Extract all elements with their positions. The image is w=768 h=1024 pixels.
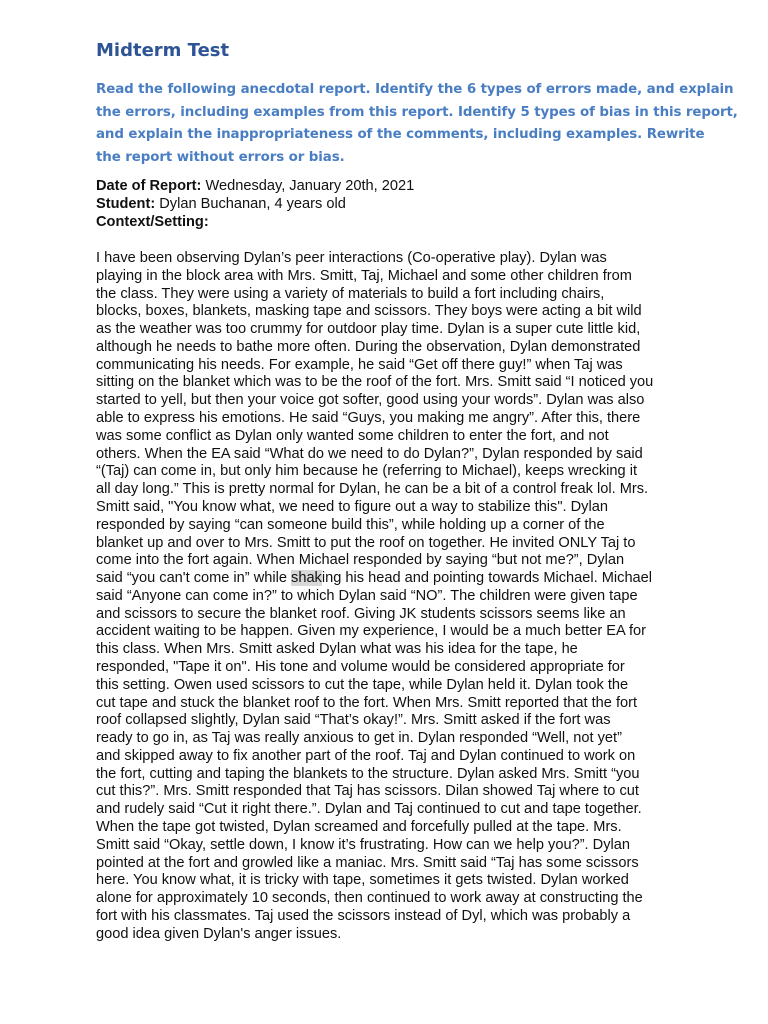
report-line: here. You know what, it is tricky with tape, sometimes it gets twisted. Dylan worked bbox=[96, 872, 629, 889]
report-line: come into the fort again. When Michael responded by saying “but not me?”, Dylan bbox=[96, 552, 625, 569]
report-line-segment: ing his head and pointing towards Michael. Michael bbox=[321, 570, 653, 587]
report-line: this setting. Owen used scissors to cut the tape, while Dylan held it. Dylan took the bbox=[96, 676, 629, 693]
report-metadata bbox=[96, 178, 414, 231]
instructions-line: and explain the inappropriateness of the comments, including examples. Rewrite bbox=[96, 127, 705, 142]
report-line: fort with his classmates. Taj used the scissors instead of Dyl, which was probably a bbox=[96, 907, 631, 924]
report-line-highlighted bbox=[96, 570, 676, 588]
report-line: responded by saying “can someone build this”, while holding up a corner of the bbox=[96, 516, 605, 533]
report-line: communicating his needs. For example, he said “Get off there guy!” when Taj was bbox=[96, 356, 623, 373]
report-line: blocks, boxes, blankets, masking tape and scissors. They boys were acting a bit wild bbox=[96, 303, 642, 320]
report-line: ready to go in, as Taj was really anxious to get in. Dylan responded “Well, not yet” bbox=[96, 730, 622, 747]
report-line: alone for approximately 10 seconds, then continued to work away at constructing the bbox=[96, 890, 643, 907]
report-date-label: Date of Report: bbox=[96, 178, 202, 194]
report-line: and scissors to secure the blanket roof. Giving JK students scissors seems like an bbox=[96, 605, 626, 622]
context-row bbox=[96, 214, 414, 232]
report-line: Smitt said, "You know what, we need to figure out a way to stabilize this". Dylan bbox=[96, 498, 608, 515]
instructions-line: the report without errors or bias. bbox=[96, 149, 345, 165]
report-line: I have been observing Dylan’s peer interactions (Co-operative play). Dylan was bbox=[96, 250, 607, 266]
report-line: although he needs to bathe more often. During the observation, Dylan demonstrated bbox=[96, 338, 641, 355]
report-line: this class. When Mrs. Smitt asked Dylan what was his idea for the tape, he bbox=[96, 641, 578, 658]
instructions-line: the errors, including examples from this report. Identify 5 types of bias in this report, bbox=[96, 104, 738, 120]
text-selection-highlight: shak bbox=[291, 570, 322, 587]
report-line: others. When the EA said “What do we need to do Dylan?”, Dylan responded by said bbox=[96, 445, 643, 462]
page-title: Midterm Test bbox=[96, 40, 230, 61]
report-line: cut this?”. Mrs. Smitt responded that Taj has scissors. Dilan showed Taj where to cut bbox=[96, 783, 639, 800]
report-line: able to express his emotions. He said “Guys, you making me angry”. After this, there bbox=[96, 410, 641, 427]
report-date-value: Wednesday, January 20th, 2021 bbox=[205, 178, 415, 194]
report-line-segment: said “you can't come in” while bbox=[96, 570, 292, 587]
report-line: as the weather was too crummy for outdoor play time. Dylan is a super cute little kid, bbox=[96, 321, 641, 338]
report-body bbox=[96, 250, 676, 943]
report-line: playing in the block area with Mrs. Smitt, Taj, Michael and some other children from bbox=[96, 267, 632, 284]
report-line: When the tape got twisted, Dylan screamed and forcefully pulled at the tape. Mrs. bbox=[96, 819, 622, 835]
report-line: and skipped away to fix another part of the roof. Taj and Dylan continued to work on bbox=[96, 747, 636, 764]
student-label: Student: bbox=[96, 195, 156, 212]
report-line: roof collapsed slightly, Dylan said “That’s okay!”. Mrs. Smitt asked if the fort was bbox=[96, 712, 611, 729]
instructions-paragraph bbox=[96, 79, 738, 169]
report-line: was some conflict as Dylan only wanted some children to enter the fort, and not bbox=[96, 427, 609, 444]
report-line: responded, "Tape it on". His tone and volume would be considered appropriate for bbox=[96, 658, 625, 675]
context-label: Context/Setting: bbox=[96, 213, 209, 230]
instructions-line: Read the following anecdotal report. Identify the 6 types of errors made, and explain bbox=[96, 82, 734, 97]
report-line: blanket up and over to Mrs. Smitt to put the roof on together. He invited ONLY Taj to bbox=[96, 534, 636, 551]
student-value: Dylan Buchanan, 4 years old bbox=[159, 195, 346, 212]
report-line: “(Taj) can come in, but only him because he (referring to Michael), keeps wrecking it bbox=[96, 463, 638, 480]
report-line: Smitt said “Okay, settle down, I know it’s frustrating. How can we help you?”. Dylan bbox=[96, 836, 630, 853]
report-line: cut tape and stuck the blanket roof to the fort. When Mrs. Smitt reported that the fort bbox=[96, 694, 638, 711]
report-line: pointed at the fort and growled like a maniac. Mrs. Smitt said “Taj has some scissors bbox=[96, 854, 639, 871]
report-line: the fort, cutting and taping the blankets to the structure. Dylan asked Mrs. Smitt “you bbox=[96, 765, 640, 782]
report-line: and rudely said “Cut it right there.”. Dylan and Taj continued to cut and tape together. bbox=[96, 801, 642, 818]
report-line: said “Anyone can come in?” to which Dylan said “NO”. The children were given tape bbox=[96, 587, 638, 604]
report-line: sitting on the blanket which was to be the roof of the fort. Mrs. Smitt said “I noticed you bbox=[96, 374, 654, 391]
report-line: all day long.” This is pretty normal for Dylan, he can be a bit of a control freak lol. Mrs. bbox=[96, 481, 649, 498]
student-row bbox=[96, 196, 414, 214]
report-date-row bbox=[96, 178, 414, 196]
report-line: good idea given Dylan's anger issues. bbox=[96, 925, 342, 942]
report-line: the class. They were using a variety of materials to build a fort including chairs, bbox=[96, 285, 605, 302]
report-line: started to yell, but then your voice got softer, good using your words”. Dylan was also bbox=[96, 392, 645, 409]
report-line: accident waiting to be happen. Given my experience, I would be a much better EA for bbox=[96, 623, 647, 640]
